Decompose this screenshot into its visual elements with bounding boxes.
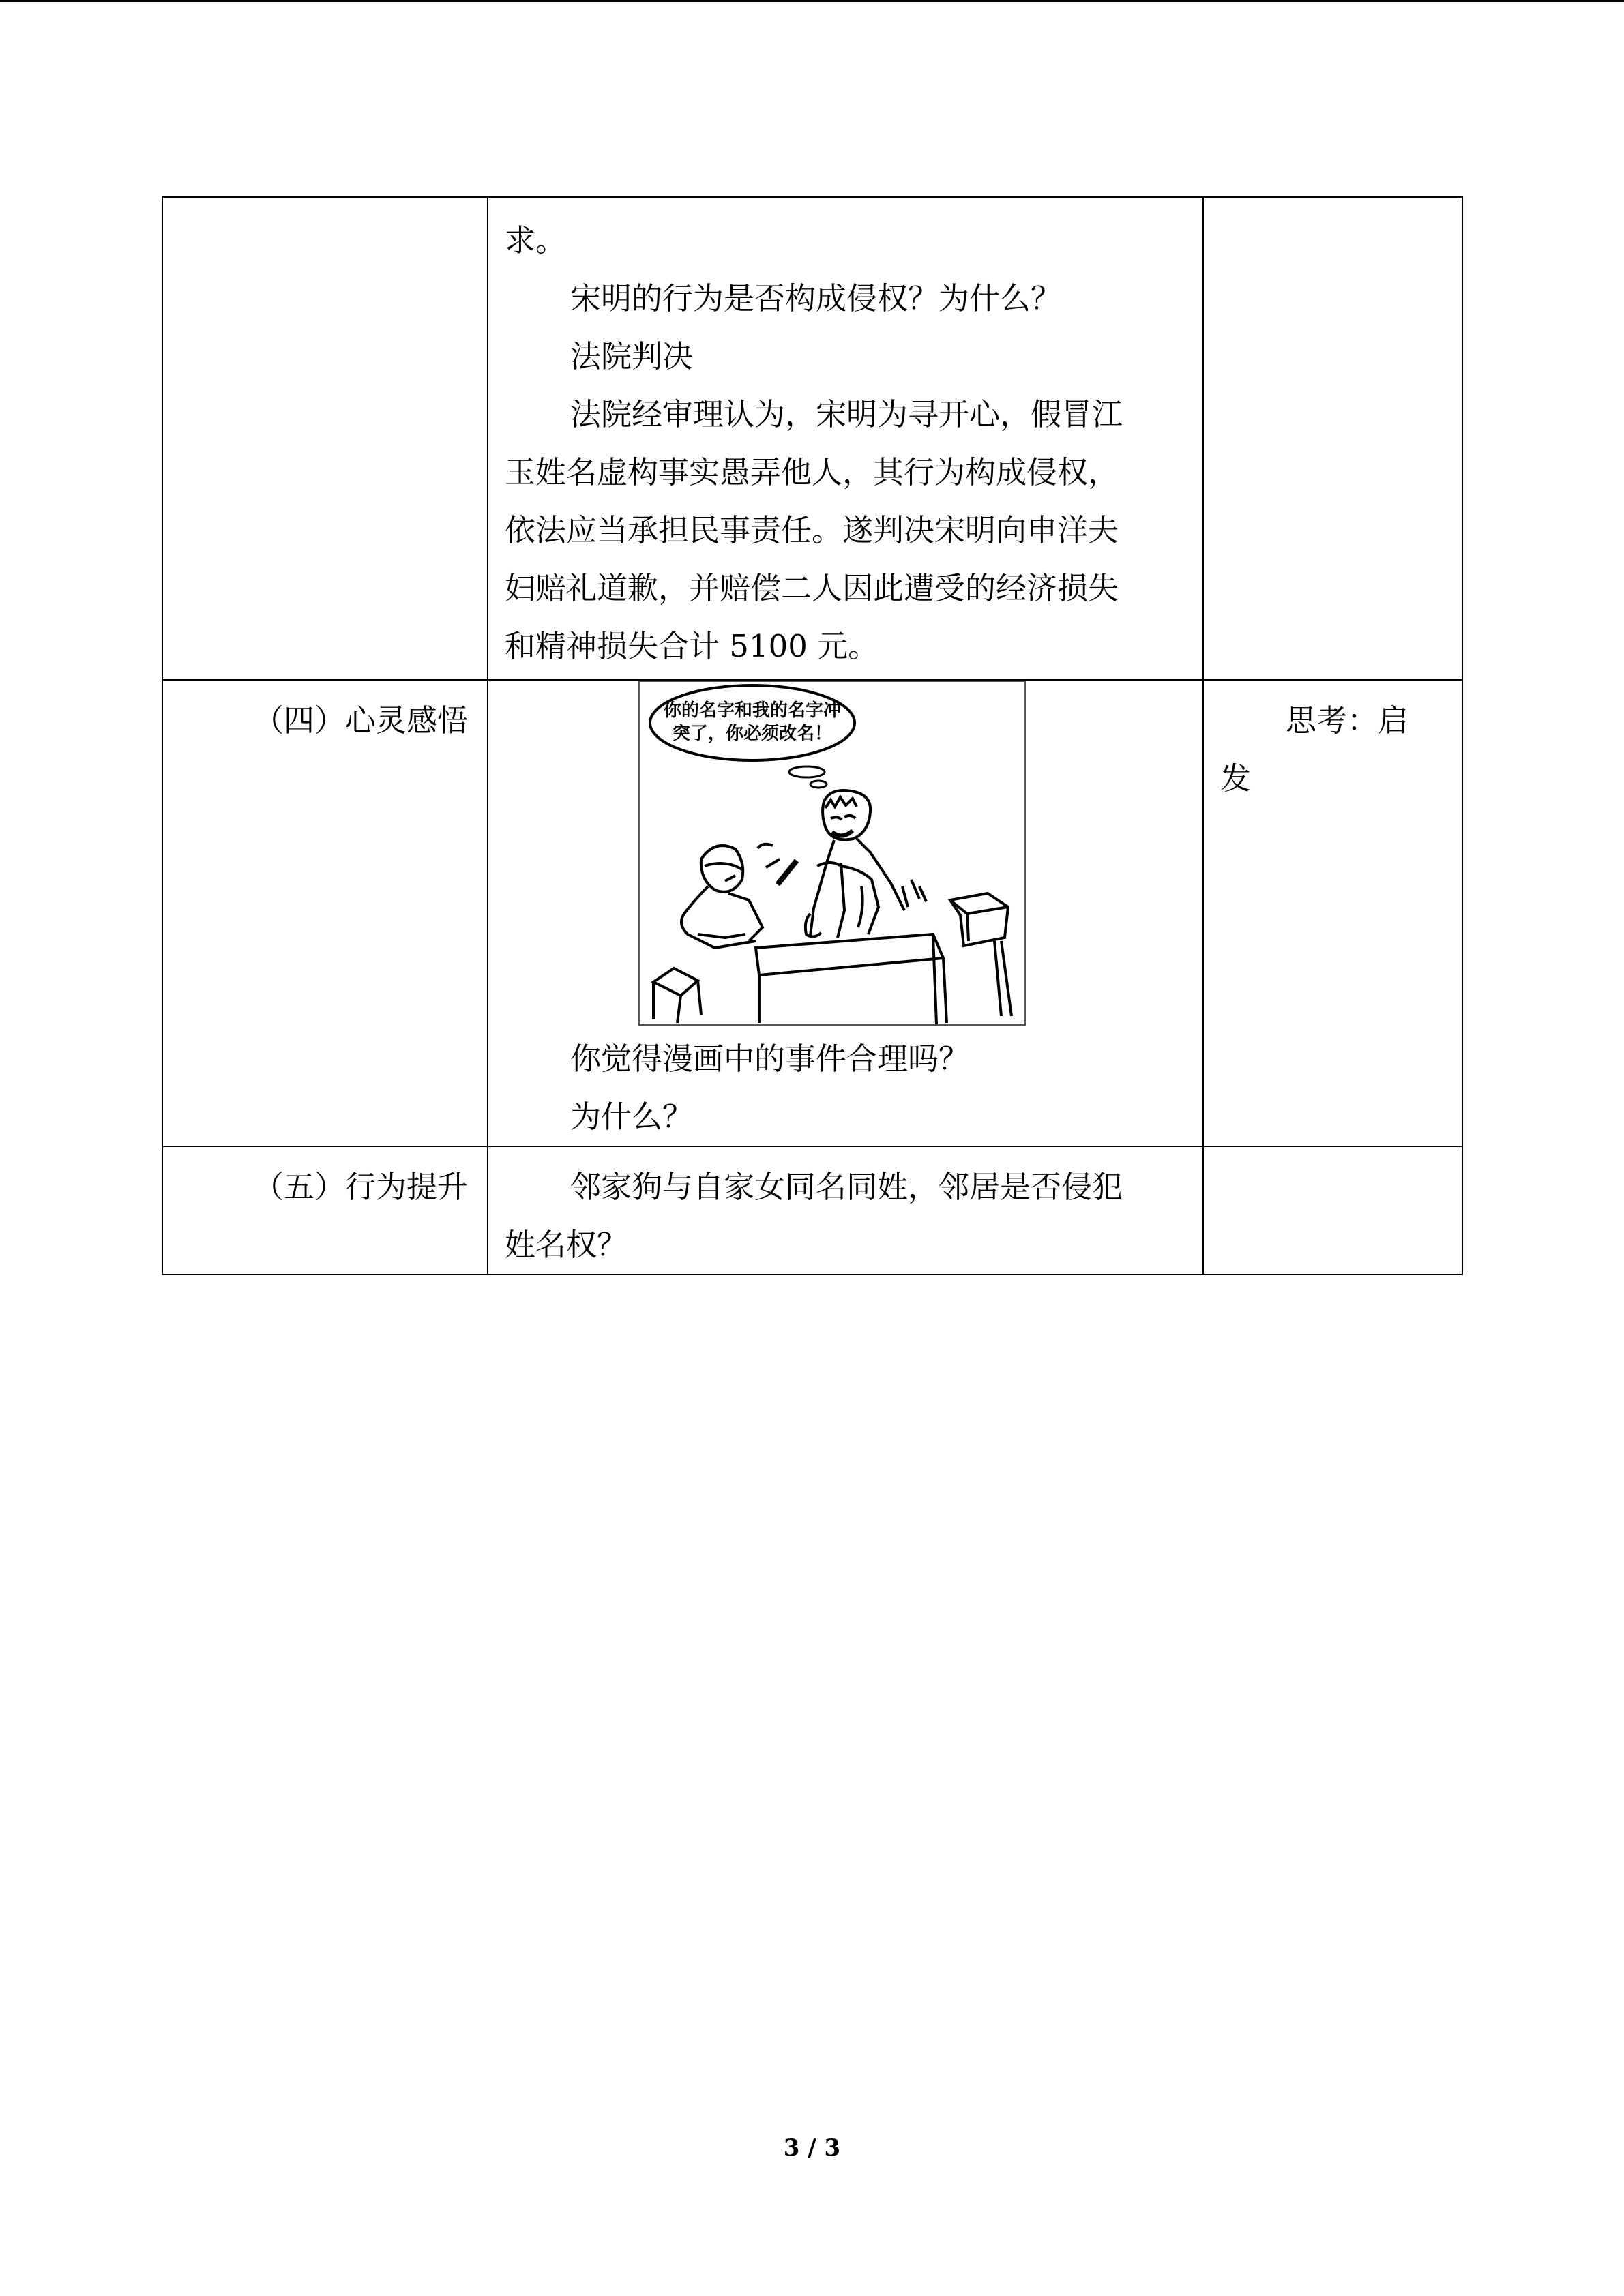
notes-cell: [1203, 197, 1462, 680]
question-line: 你觉得漫画中的事件合理吗？: [570, 1041, 970, 1077]
content-line: 法院经审理认为，宋明为寻开心，假冒江: [570, 396, 1123, 432]
desk-drawing: [756, 893, 1012, 1024]
cartoon-image: [638, 681, 1026, 1026]
notes-line: 发: [1220, 760, 1252, 796]
stage-label: （五）行为提升: [252, 1169, 468, 1205]
question-line: 为什么？: [570, 1099, 694, 1135]
stage-cell: [162, 1146, 488, 1274]
stage-cell: [162, 680, 488, 1146]
subheading-line: 法院判决: [570, 338, 694, 374]
content-cell: [488, 680, 1203, 1146]
speech-bubble: [650, 685, 855, 760]
notes-line: 思考：启: [1286, 702, 1409, 739]
stool-drawing: [653, 968, 701, 1023]
notes-cell: [1203, 1146, 1462, 1274]
content-line: 求。: [505, 222, 567, 258]
content-line: 依法应当承担民事责任。遂判决宋明向申洋夫: [505, 512, 1119, 548]
page-top-border: [0, 0, 1624, 2]
content-line: 和精神损失合计 5100 元。: [505, 628, 879, 664]
table-row: [162, 1146, 1462, 1274]
speech-bubble-line: 突了，你必须改名！: [672, 724, 832, 744]
angry-man-figure: [805, 790, 926, 938]
page-number: 3 / 3: [783, 2134, 841, 2162]
notes-cell: [1203, 680, 1462, 1146]
lesson-plan-table: [162, 196, 1463, 1275]
stage-cell: [162, 197, 488, 680]
content-line: 玉姓名虚构事实愚弄他人，其行为构成侵权，: [505, 454, 1119, 490]
content-cell: [488, 197, 1203, 680]
question-line: 宋明的行为是否构成侵权？为什么？: [570, 280, 1062, 316]
content-line: 邻家狗与自家女同名同姓，邻居是否侵犯: [570, 1169, 1123, 1205]
table-row: [162, 197, 1462, 680]
cartoon-container: [505, 681, 1159, 1030]
stage-label: （四）心灵感悟: [252, 702, 468, 739]
seated-man-figure: [681, 846, 763, 948]
content-line: 妇赔礼道歉，并赔偿二人因此遭受的经济损失: [505, 570, 1119, 606]
content-cell: [488, 1146, 1203, 1274]
content-line: 姓名权？: [505, 1227, 628, 1263]
speech-bubble-line: 你的名字和我的名字冲: [663, 700, 841, 721]
table-row: [162, 680, 1462, 1146]
